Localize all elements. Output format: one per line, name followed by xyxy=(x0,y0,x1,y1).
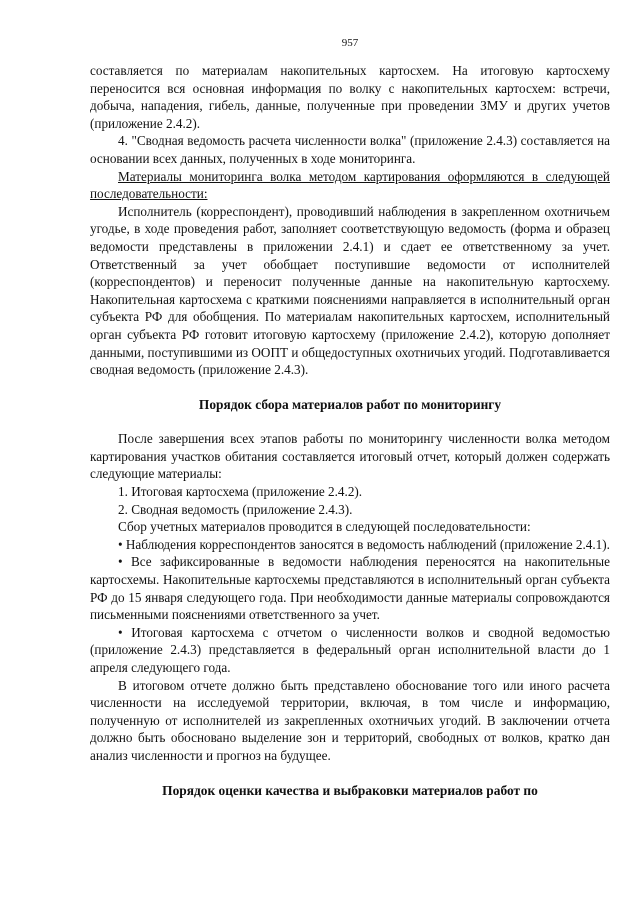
paragraph: составляется по материалам накопительных картосхем. На итоговую картосхему переносится вся основная информация по волку с накопительных картосхем: встречи, добыча, нападения, гибель, данные, полученные при проведении ЗМУ и других учетов (приложение 2.4.2). xyxy=(90,63,610,131)
paragraph: После завершения всех этапов работы по мониторингу численности волка методом картирования участков обитания составляется итоговый отчет, который должен содержать следующие материалы: xyxy=(90,431,610,482)
page-number: 957 xyxy=(341,37,359,49)
section-spacer xyxy=(90,413,610,430)
paragraph: Исполнитель (корреспондент), проводивший наблюдения в закрепленном охотничьем угодье, в ходе проведения работ, заполняет соответствующую ведомость (форма и образец ведомости представлены в приложении 2.4.1) и сдает ее ответственному за учет. Ответственный за учет обобщает поступившие ведомости от исполнителей (корреспондентов) и переносит полученные данные на накопительную картосхему. Накопительная картосхема с краткими пояснениями направляется в исполнительный орган субъекта РФ для обобщения. По материалам накопительных картосхем, исполнительный орган субъекта РФ готовит итоговую картосхему (приложение 2.4.2), которую дополняет данными, поступившими из ООПТ и общедоступных охотничьих угодий. Подготавливается сводная ведомость (приложение 2.4.3). xyxy=(90,203,610,378)
underlined-paragraph: Материалы мониторинга волка методом картирования оформляются в следующей последовательности: xyxy=(90,168,610,202)
paragraph: Сбор учетных материалов проводится в следующей последовательности: xyxy=(118,519,531,535)
paragraph: • Все зафиксированные в ведомости наблюдения переносятся на накопительные картосхемы. Накопительные картосхемы представляются в исполнительный орган субъекта РФ до 15 января следующего года. При необходимости данные материалы сопровождаются письменными пояснениями ответственного за учет. xyxy=(90,554,610,623)
section-spacer xyxy=(90,765,610,782)
paragraph: • Итоговая картосхема с отчетом о численности волков и сводной ведомостью (приложение 2.4.3) представляется в федеральный орган исполнительной власти до 1 апреля следующего года. xyxy=(90,624,610,675)
paragraph: 4. "Сводная ведомость расчета численности волка" (приложение 2.4.3) составляется на основании всех данных, полученных в ходе мониторинга. xyxy=(90,133,610,166)
paragraph: 2. Сводная ведомость (приложение 2.4.3). xyxy=(118,501,353,517)
paragraph: В итоговом отчете должно быть представлено обоснование того или иного расчета численности на исследуемой территории, включая, в том числе и информацию, полученную от исполнителей из закрепленных охотничьих угодий. В заключении отчета должно быть обосновано выделение зон и территорий, свободных от волков, кратко дан анализ численности и прогноз на будущее. xyxy=(90,677,610,763)
section-spacer xyxy=(90,379,610,396)
paragraph: 1. Итоговая картосхема (приложение 2.4.2). xyxy=(118,484,363,500)
section-heading: Порядок сбора материалов работ по мониторингу xyxy=(198,396,502,412)
section-heading: Порядок оценки качества и выбраковки материалов работ по xyxy=(162,782,538,798)
document-body xyxy=(90,62,610,799)
paragraph: • Наблюдения корреспондентов заносятся в ведомость наблюдений (приложение 2.4.1). xyxy=(118,536,610,552)
document-page xyxy=(90,36,610,799)
